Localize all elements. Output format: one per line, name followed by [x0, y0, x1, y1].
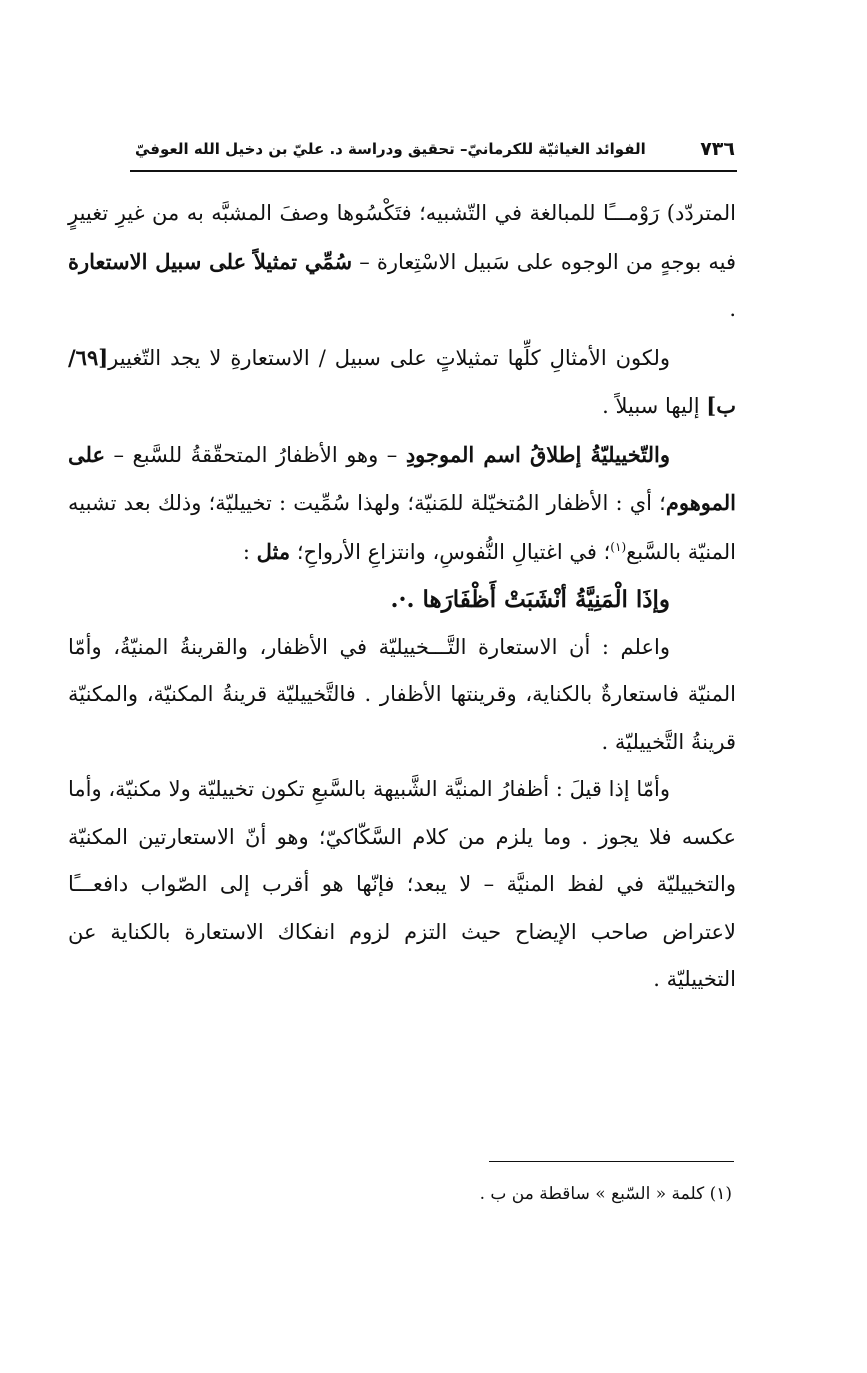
paragraph-5: وأمّا إذا قيلَ : أظفارُ المنيَّة الشَّبيهة بالسَّبعِ تكون تخييليّة ولا مكنيّة، وأما عكسه فلا يجوز . وما يلزم من كلام السَّكّاكيّ؛ وهو أنّ الاستعارتين المكنيّة والتخييليّة في لفظ المنيَّة – لا يبعد؛ فإنّها هو أقرب إلى الصّواب دافعـــًا لاعتراض صاحب الإيضاح حيث التزم لزوم انفكاك الاستعارة بالكناية عن التخييليّة . [68, 777, 736, 991]
paragraph-3-end: : [242, 539, 257, 564]
paragraph-1-text: المتردّد) رَوْمـــًا للمبالغة في التّشبيه؛ فتَكْسُوها وصفَ المشبَّه به من غيرِ تغييرٍ فيه بوجهٍ من الوجوه على سَبيل الاسْتِعارة – [68, 201, 736, 274]
footnote-reference: (١) [610, 539, 627, 554]
main-text [68, 190, 736, 1004]
paragraph-2 [68, 334, 736, 431]
paragraph-3-bold-3: مثل [256, 538, 291, 564]
header-rule [130, 170, 737, 172]
paragraph-3-text-3: ؛ في اغتيالِ النُّفوسِ، وانتزاعِ الأرواحِ؛ [290, 539, 611, 564]
paragraph-1 [68, 190, 736, 334]
paragraph-1-bold: سُمِّي تمثيلاً على سبيل الاستعارة [68, 248, 353, 274]
paragraph-4: واعلم : أن الاستعارة التَّـــخييليّة في الأظفار، والقرينةُ المنيّةُ، وأمّا المنيّة فاستعارةٌ بالكناية، وقرينتها الأظفار . فالتَّخييليّة قرينةُ المكنيّة، والمكنيّة قرينةُ التَّخييليّة . [68, 634, 736, 754]
paragraph-2-end: إليها سبيلاً . [602, 394, 707, 418]
paragraph-3 [68, 431, 736, 577]
paragraph-3-bold-2: على الموهوم [68, 441, 736, 515]
paragraph-3-text-2: ؛ أي : الأظفار المُتخيّلة للمَنيّة؛ ولهذا سُمِّيت : تخييليّة؛ وذلك بعد تشبيه المنيّة بالسَّبع [68, 491, 736, 564]
folio-marker: [٦٩/ب] [68, 344, 736, 418]
paragraph-1-end: . [729, 297, 736, 321]
paragraph-2-text: ولكون الأمثالِ كلِّها تمثيلاتٍ على سبيل / الاستعارةِ لا يجد التّغيير [108, 345, 670, 370]
verse-line: وإذَا الْمَنِيَّةُ أنْشَبَتْ أَظْفَارَها .·. [390, 586, 670, 613]
page-number: ٧٣٦ [700, 138, 735, 160]
footnote-rule [489, 1161, 734, 1162]
header-title: الفوائد الغياثيّة للكرمانيّ– تحقيق ودراسة د. عليّ بن دخيل الله العوفيّ [135, 140, 646, 158]
paragraph-3-bold-1: والتّخييليّةُ إطلاقُ اسم الموجودِ [405, 441, 670, 467]
footnote: (١) كلمة « السّبع » ساقطة من ب . [479, 1184, 732, 1204]
running-header [135, 134, 735, 164]
paragraph-3-text-1: – وهو الأظفارُ المتحقّقةُ للسَّبع – [105, 442, 406, 467]
